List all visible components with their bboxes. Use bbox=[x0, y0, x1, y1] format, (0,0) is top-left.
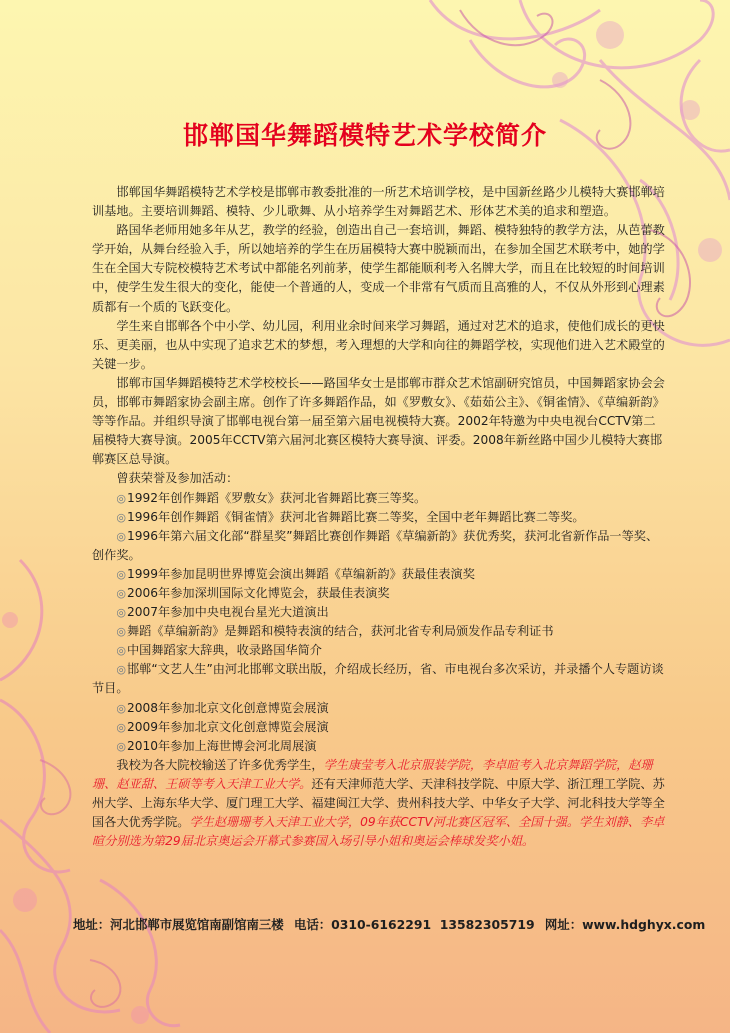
honor-item: ◎1992年创作舞蹈《罗敷女》获河北省舞蹈比赛三等奖。 bbox=[116, 490, 427, 505]
bullet-icon: ◎ bbox=[116, 567, 126, 581]
graduates-highlight: 学生康莹考入北京服装学院，李卓暄考入北京舞蹈学院，赵珊珊、赵亚甜、王硕等考入天津工业大学。 bbox=[92, 757, 653, 791]
honor-item: ◎1999年参加昆明世界博览会演出舞蹈《草编新韵》获最佳表演奖 bbox=[116, 566, 475, 581]
graduates-paragraph: 我校为各大院校输送了许多优秀学生，学生康莹考入北京服装学院，李卓暄考入北京舞蹈学院，赵珊珊、赵亚甜、王硕等考入天津工业大学。还有天津师范大学、天津科技学院、中原大学、浙江理工学院、苏州大学、上海东华大学、厦门理工大学、福建闽江大学、贵州科技大学、中华女子大学、河北科技大学等全国各大优秀学院。学生赵珊珊考入天津工业大学，09年获CCTV河北赛区冠军、全国十强。学生刘静、李卓暄分别选为第29届北京奥运会开幕式参赛国入场引导小姐和奥运会棒球发奖小姐。 bbox=[92, 757, 665, 849]
bullet-icon: ◎ bbox=[116, 739, 126, 753]
honors-list bbox=[92, 489, 667, 756]
bullet-icon: ◎ bbox=[116, 606, 126, 620]
bullet-icon: ◎ bbox=[116, 625, 126, 639]
school-introduction bbox=[92, 183, 667, 851]
principal-paragraph: 邯郸市国华舞蹈模特艺术学校校长——路国华女士是邯郸市群众艺术馆副研究馆员，中国舞蹈家协会会员，邯郸市舞蹈家协会副主席。创作了许多舞蹈作品，如《罗敷女》、《茹茹公主》、《铜雀情》、《草编新韵》等等作品。并组织导演了邯郸电视台第一届至第六届电视模特大赛。2002年特邀为中央电视台CCTV第二届模特大赛导演。2005年CCTV第六届河北赛区模特大赛导演、评委。2008年新丝路中国少儿模特大赛邯郸赛区总导演。 bbox=[92, 375, 665, 467]
contact-footer bbox=[73, 915, 706, 933]
bullet-icon: ◎ bbox=[116, 701, 126, 715]
bullet-icon: ◎ bbox=[116, 586, 126, 600]
honor-item: ◎舞蹈《草编新韵》是舞蹈和模特表演的结合，获河北省专利局颁发作品专利证书 bbox=[116, 624, 554, 639]
bullet-icon: ◎ bbox=[116, 720, 126, 734]
honor-item: ◎2006年参加深圳国际文化博览会，获最佳表演奖 bbox=[116, 585, 390, 600]
honor-item: ◎2007年参加中央电视台星光大道演出 bbox=[116, 605, 329, 620]
bullet-icon: ◎ bbox=[116, 491, 126, 505]
students-paragraph: 学生来自邯郸各个中小学、幼儿园，利用业余时间来学习舞蹈，通过对艺术的追求，使他们成长的更快乐、更美丽，也从中实现了追求艺术的梦想，考入理想的大学和向往的舞蹈学校，实现他们进入艺术殿堂的关键一步。 bbox=[92, 318, 665, 371]
intro-paragraph: 邯郸国华舞蹈模特艺术学校是邯郸市教委批准的一所艺术培训学校，是中国新丝路少儿模特大赛邯郸培训基地。主要培训舞蹈、模特、少儿歌舞、从小培养学生对舞蹈艺术、形体艺术美的追求和塑造。 bbox=[92, 185, 665, 219]
honor-item: ◎2009年参加北京文化创意博览会展演 bbox=[116, 719, 329, 734]
bullet-icon: ◎ bbox=[116, 529, 126, 543]
page-title: 邯郸国华舞蹈模特艺术学校简介 bbox=[182, 121, 547, 150]
achievements-highlight: 学生赵珊珊考入天津工业大学，09年获CCTV河北赛区冠军、全国十强。学生刘静、李卓暄分别选为第29届北京奥运会开幕式参赛国入场引导小姐和奥运会棒球发奖小姐。 bbox=[92, 815, 665, 849]
website-link[interactable]: 网址：www.hdghyx.com bbox=[544, 917, 706, 932]
honor-item: ◎邯郸“文艺人生”由河北邯郸文联出版，介绍成长经历，省、市电视台多次采访，并录播个人专题访谈节目。 bbox=[92, 662, 664, 696]
bullet-icon: ◎ bbox=[116, 663, 126, 677]
address-text: 地址：河北邯郸市展览馆南副馆南三楼 bbox=[73, 917, 284, 932]
bullet-icon: ◎ bbox=[116, 644, 126, 658]
honor-item: ◎1996年创作舞蹈《铜雀情》获河北省舞蹈比赛二等奖，全国中老年舞蹈比赛二等奖。 bbox=[116, 509, 585, 524]
honor-item: ◎2010年参加上海世博会河北周展演 bbox=[116, 738, 317, 753]
honor-item: ◎1996年第六届文化部“群星奖”舞蹈比赛创作舞蹈《草编新韵》获优秀奖，获河北省新作品一等奖、创作奖。 bbox=[92, 528, 659, 562]
honor-item: ◎中国舞蹈家大辞典，收录路国华简介 bbox=[116, 643, 322, 658]
teaching-paragraph: 路国华老师用她多年从艺，教学的经验，创造出自己一套培训，舞蹈、模特独特的教学方法，从芭蕾教学开始，从舞台经验入手，所以她培养的学生在历届模特大赛中脱颖而出，在参加全国艺术联考中，她的学生在全国大专院校模特艺术考试中都能名列前茅，使学生都能顺利考入名牌大学，而且在比较短的时间培训中，使学生发生很大的变化，能使一个普通的人，变成一个非常有气质而且高雅的人，不仅从外形到心理素质都有一个质的飞跃变化。 bbox=[92, 223, 665, 314]
honor-item: ◎2008年参加北京文化创意博览会展演 bbox=[116, 700, 329, 715]
phone-text: 电话：0310-6162291 13582305719 bbox=[293, 917, 535, 932]
honors-heading: 曾获荣誉及参加活动： bbox=[116, 471, 239, 486]
bullet-icon: ◎ bbox=[116, 510, 126, 524]
